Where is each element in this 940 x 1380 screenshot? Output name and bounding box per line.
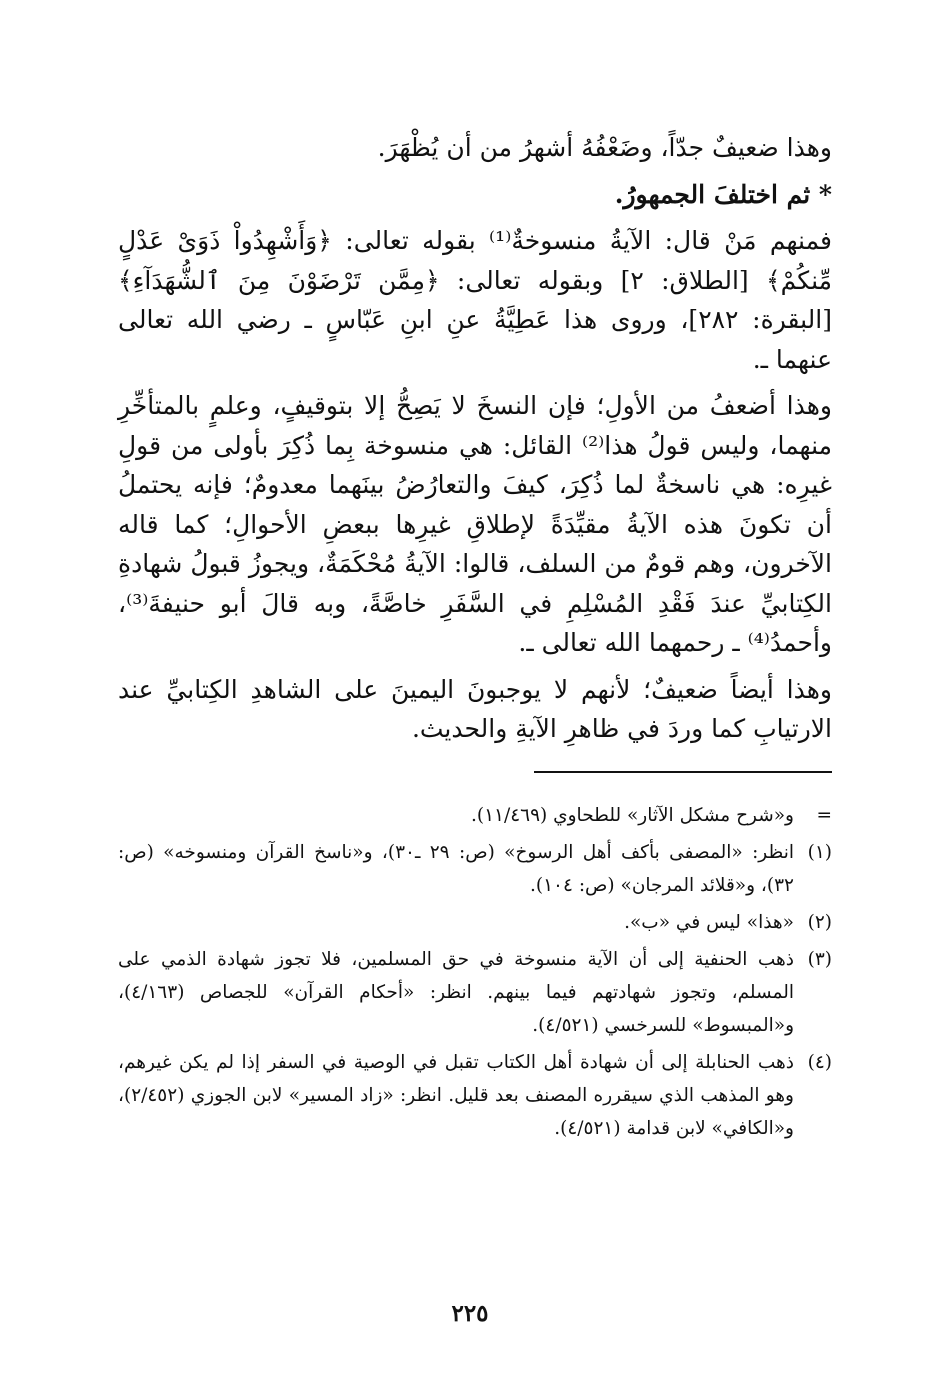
footnote-text: «هذا» ليس في «ب». xyxy=(624,911,794,933)
footnote-text: و«شرح مشكل الآثار» للطحاوي (١١/٤٦٩). xyxy=(471,804,794,826)
footnote-marker: = xyxy=(816,804,832,826)
footnote-4 xyxy=(118,1046,832,1145)
footnote-marker: (٤) xyxy=(807,1051,832,1073)
footnote-marker: (٣) xyxy=(807,948,832,970)
footnote-text: ذهب الحنابلة إلى أن شهادة أهل الكتاب تقبل في الوصية في السفر إذا لم يكن غيرهم، وهو المذهب الذي سيقرره المصنف بعد قليل. انظر: «زاد المسير» لابن الجوزي (٢/٤٥٢)، و«الكافي» لابن قدامة (٤/٥٢١). xyxy=(118,1051,794,1139)
footnote-continuation xyxy=(118,799,832,832)
footnote-2 xyxy=(118,906,832,939)
section-heading: * ثم اختلفَ الجمهورُ. xyxy=(614,179,832,209)
footnote-marker: (١) xyxy=(807,841,832,863)
footnote-1 xyxy=(118,836,832,902)
footnotes xyxy=(118,799,832,1145)
paragraph-1: وهذا ضعيفٌ جدّاً، وضَعْفُهُ أشهرُ من أن يُظْهَرَ. xyxy=(377,133,832,162)
footnote-text: انظر: «المصفى بأكف أهل الرسوخ» (ص: ٢٩ ـ٣٠)، و«ناسخ القرآن ومنسوخه» (ص: ٣٢)، و«قلائد المرجان» (ص: ١٠٤). xyxy=(118,841,794,896)
footnote-marker: (٢) xyxy=(807,911,832,933)
main-text xyxy=(118,128,832,749)
paragraph-4: وهذا أضعفُ من الأولِ؛ فإن النسخَ لا يَصِحُّ إلا بتوقيفٍ، وعلمٍ بالمتأخِّرِ منهما، وليس قولُ هذا⁽²⁾ القائل: هي منسوخة بِما ذُكِرَ بأولى من قولِ غيرِه: هي ناسخةٌ لما ذُكِرَ، كيفَ والتعارُضُ بينَهما معدومٌ؛ فإنه يحتملُ أن تكونَ هذه الآيةُ مقيِّدَةً لإطلاقِ غيرِها ببعضِ الأحوالِ؛ كما قاله الآخرون، وهم قومٌ من السلف، قالوا: الآيةُ مُحْكَمَةٌ، ويجوزُ قبولُ شهادةِ الكِتابيِّ عندَ فَقْدِ المُسْلِمِ في السَّفَرِ خاصَّةً، وبه قالَ أبو حنيفةَ⁽³⁾، وأحمدُ⁽⁴⁾ ـ رحمهما الله تعالى ـ. xyxy=(118,391,833,657)
footnote-divider xyxy=(534,771,832,773)
footnote-3 xyxy=(118,943,832,1042)
paragraph-3: فمنهم مَنْ قال: الآيةُ منسوخةٌ⁽¹⁾ بقوله تعالى: ﴿وَأَشْهِدُواْ ذَوَىْ عَدْلٍ مِّنكُمْ﴾ [الطلاق: ٢] وبقوله تعالى: ﴿مِمَّن تَرْضَوْنَ مِنَ ٱلشُّهَدَآءِ﴾ [البقرة: ٢٨٢]، وروى هذا عَطِيَّةُ عنِ ابنِ عَبّاسٍ ـ رضي الله تعالى عنهما ـ. xyxy=(118,226,832,374)
paragraph-5: وهذا أيضاً ضعيفٌ؛ لأنهم لا يوجبونَ اليمينَ على الشاهدِ الكِتابيِّ عند الارتيابِ كما وردَ في ظاهرِ الآيةِ والحديث. xyxy=(118,674,832,743)
footnote-text: ذهب الحنفية إلى أن الآية منسوخة في حق المسلمين، فلا تجوز شهادة الذمي على المسلم، وتجوز شهادتهم فيما بينهم. انظر: «أحكام القرآن» للجصاص (٤/١٦٣)، و«المبسوط» للسرخسي (٤/٥٢١). xyxy=(118,948,794,1036)
page-number: ٢٢٥ xyxy=(451,1300,489,1327)
